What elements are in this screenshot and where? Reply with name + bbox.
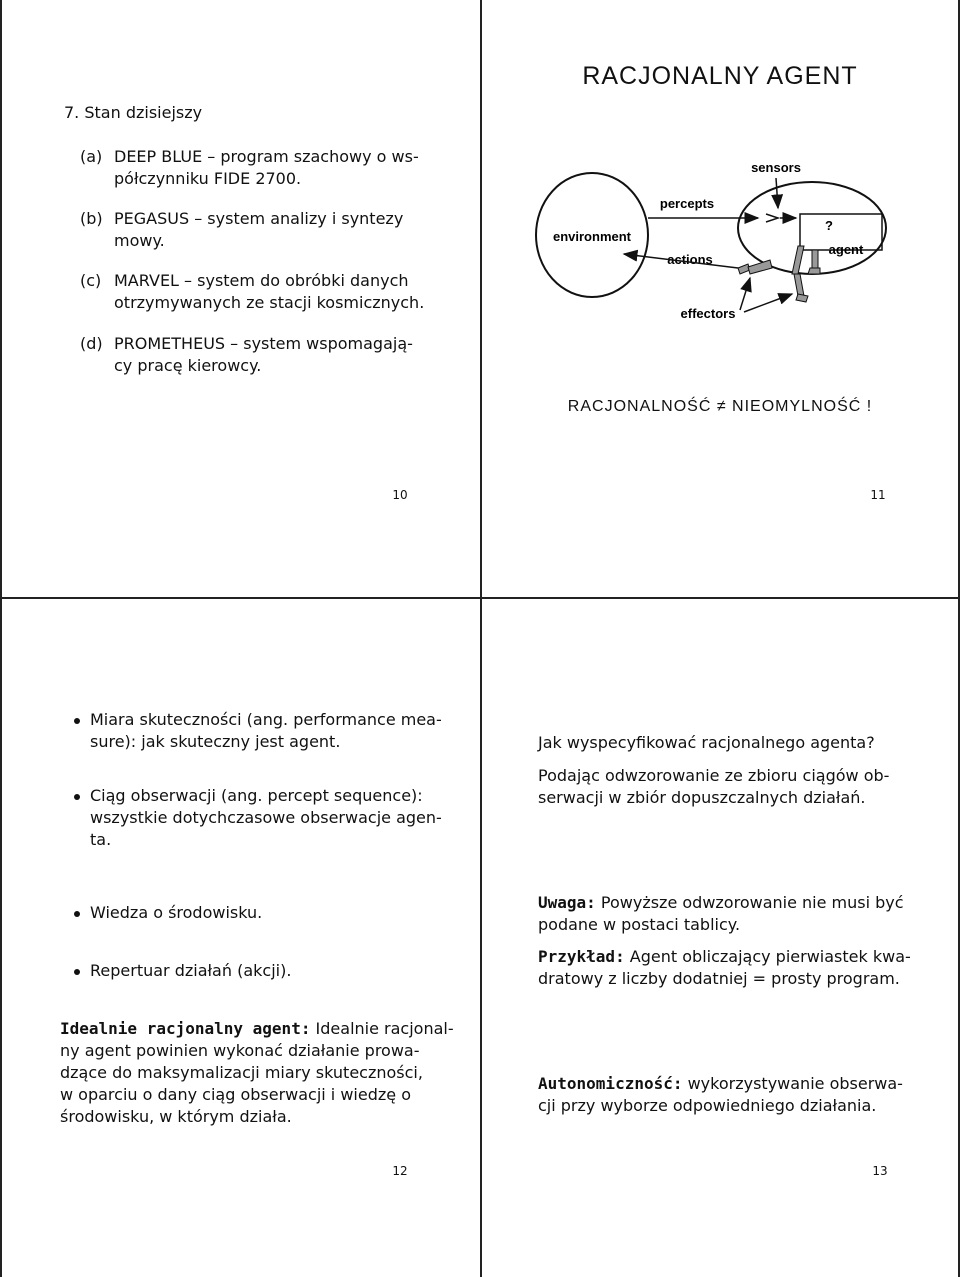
example-paragraph — [538, 946, 911, 968]
page-number: 13 — [872, 1164, 888, 1178]
note-paragraph — [538, 892, 904, 914]
answer-text: Podając odwzorowanie ze zbioru ciągów ob- — [538, 766, 890, 785]
list-item-text: otrzymywanych ze stacji kosmicznych. — [114, 293, 425, 312]
agent-label: agent — [828, 242, 864, 257]
page-number: 10 — [392, 488, 408, 502]
bullet-text: sure): jak skuteczny jest agent. — [90, 732, 341, 751]
definition-text: ny agent powinien wykonać działanie prowa- — [60, 1041, 420, 1060]
note-text: podane w postaci tablicy. — [538, 915, 741, 934]
bullet-text: Repertuar działań (akcji). — [90, 961, 292, 980]
foot-icon — [796, 294, 808, 302]
autonomy-label: Autonomiczność: — [538, 1074, 683, 1093]
slide-heading: 7. Stan dzisiejszy — [64, 103, 203, 122]
list-item-label: (d) — [80, 334, 103, 353]
definition-paragraph — [60, 1018, 454, 1040]
bullet-text: wszystkie dotychczasowe obserwacje agen- — [90, 808, 442, 827]
effectors-label: effectors — [680, 306, 736, 321]
slide-13 — [482, 599, 960, 1277]
slide-11 — [482, 0, 960, 596]
percepts-label: percepts — [659, 196, 715, 211]
actions-label: actions — [667, 252, 713, 267]
autonomy-text: cji przy wyborze odpowiedniego działania. — [538, 1096, 877, 1115]
bullet-text: Ciąg obserwacji (ang. percept sequence): — [90, 786, 423, 805]
page-number: 12 — [392, 1164, 408, 1178]
rationality-formula: RACJONALNOŚĆ ≠ NIEOMYLNOŚĆ ! — [567, 398, 873, 415]
definition-text: w oparciu o dany ciąg obserwacji i wiedzę o — [60, 1085, 411, 1104]
list-item-text: PROMETHEUS – system wspomagają- — [114, 334, 413, 353]
slide-12 — [2, 599, 480, 1277]
example-text: Agent obliczający pierwiastek kwa- — [629, 947, 911, 966]
definition-text: dzące do maksymalizacji miary skuteczności, — [60, 1063, 423, 1082]
definition-text: środowisku, w którym działa. — [60, 1107, 292, 1126]
example-text: dratowy z liczby dodatniej = prosty program. — [538, 969, 900, 988]
sensors-label: sensors — [751, 160, 801, 175]
eye-icon — [766, 214, 778, 222]
arm-icon — [748, 260, 772, 274]
question-text: Jak wyspecyfikować racjonalnego agenta? — [538, 733, 875, 752]
list-item-text: PEGASUS – system analizy i syntezy — [114, 209, 404, 228]
note-text: Powyższe odwzorowanie nie musi być — [600, 893, 904, 912]
example-label: Przykład: — [538, 947, 625, 966]
page-number: 11 — [870, 488, 886, 502]
bullet-text: Wiedza o środowisku. — [90, 903, 263, 922]
leg-icon — [812, 250, 818, 268]
leg-icon — [794, 274, 804, 296]
definition-label: Idealnie racjonalny agent: — [60, 1019, 311, 1038]
question-mark: ? — [825, 218, 833, 233]
bullet-icon — [74, 718, 80, 724]
environment-label: environment — [552, 229, 632, 244]
autonomy-paragraph — [538, 1073, 903, 1095]
leg-icon — [792, 246, 804, 274]
list-item-text: DEEP BLUE – program szachowy o ws- — [114, 147, 419, 166]
list-item-text: MARVEL – system do obróbki danych — [114, 271, 409, 290]
autonomy-text: wykorzystywanie obserwa- — [687, 1074, 903, 1093]
bullet-icon — [74, 911, 80, 917]
bullet-text: ta. — [90, 830, 112, 849]
definition-text: Idealnie racjonal- — [315, 1019, 454, 1038]
bullet-text: Miara skuteczności (ang. performance mea- — [90, 710, 442, 729]
slide-10 — [2, 0, 480, 596]
foot-icon — [808, 268, 820, 274]
list-item-text: cy pracę kierowcy. — [114, 356, 262, 375]
list-item-label: (a) — [80, 147, 103, 166]
note-label: Uwaga: — [538, 893, 596, 912]
bullet-icon — [74, 969, 80, 975]
list-item-text: półczynniku FIDE 2700. — [114, 169, 302, 188]
agent-environment-diagram — [482, 150, 958, 330]
slide-title: RACJONALNY AGENT — [582, 62, 858, 90]
answer-text: serwacji w zbiór dopuszczalnych działań. — [538, 788, 866, 807]
list-item-text: mowy. — [114, 231, 165, 250]
list-item-label: (c) — [80, 271, 102, 290]
bullet-icon — [74, 794, 80, 800]
list-item-label: (b) — [80, 209, 103, 228]
